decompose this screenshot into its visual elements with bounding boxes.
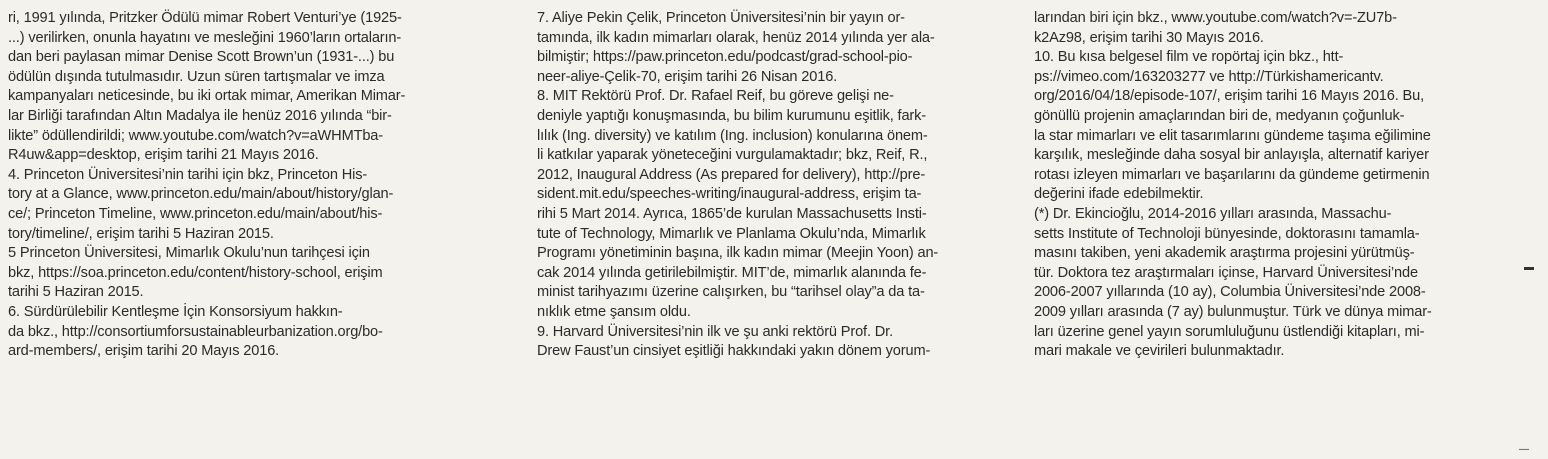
text-line: larından biri için bkz., www.youtube.com/watch?v=-ZU7b- [1034,10,1397,26]
text-line: likte” ödüllendirildi; www.youtube.com/watch?v=aWHMTba- [8,127,383,144]
text-line: ard-members/, erişim tarihi 20 Mayıs 2016. [8,343,280,360]
text-line: Drew Faust’un cinsiyet eşitliği hakkındaki yakın dönem yorum- [537,343,931,360]
text-line: bilmiştir; https://paw.princeton.edu/podcast/grad-school-pio- [537,49,913,66]
text-line: deniyle yaptığı konuşmasında, bu bilim kurumunu eşitlik, fark- [537,107,926,124]
text-line: la star mimarları ve elit tasarımlarını gündeme taşıma eğilimine [1034,127,1431,144]
text-line: tür. Doktora tez araştırmaları içinse, Harvard Üniversitesi’nde [1034,264,1418,281]
text-line: nıklık etme şansım oldu. [537,303,691,320]
margin-mark: ▬ [1524,262,1534,273]
text-line: org/2016/04/18/episode-107/, erişim tarihi 16 Mayıs 2016. Bu, [1034,88,1424,105]
text-line: 10. Bu kısa belgesel film ve ropörtaj için bkz., htt- [1034,49,1344,66]
text-line: 6. Sürdürülebilir Kentleşme İçin Konsorsiyum hakkın- [8,303,343,320]
text-line: masını takiben, yeni akademik araştırma projesini yürütmüş- [1034,245,1415,262]
text-line: (*) Dr. Ekincioğlu, 2014-2016 yılları arasında, Massachu- [1034,205,1392,222]
text-line: 2012, Inaugural Address (As prepared for delivery), http://pre- [537,166,926,183]
text-line: li katkılar yaparak yöneteceğini vurgulamaktadır; bkz, Reif, R., [537,147,928,164]
footnote-column-3 [1034,9,1510,362]
text-line: 2009 yılları arasında (7 ay) bulunmuştur. Türk ve dünya mimar- [1034,303,1432,320]
text-line: tory/timeline/, erişim tarihi 5 Haziran 2015. [8,225,274,242]
text-line: lılık (Ing. diversity) ve katılım (Ing. inclusion) konularına önem- [537,127,928,144]
text-line: mari makale ve çevirileri bulunmaktadır. [1034,343,1285,360]
text-line: kampanyaları neticesinde, bu iki ortak mimar, Amerikan Mimar- [8,88,406,105]
text-line: 8. MIT Rektörü Prof. Dr. Rafael Reif, bu göreve gelişi ne- [537,88,894,105]
text-line: ce/; Princeton Timeline, www.princeton.edu/main/about/his- [8,205,383,222]
text-line: karşılık, mesleğinde daha sosyal bir anlayışla, alternatif kariyer [1034,147,1429,164]
text-line: sident.mit.edu/speeches-writing/inaugural-address, erişim ta- [537,186,922,203]
text-line: ...) verilirken, onunla hayatını ve mesleğini 1960’ların ortaların- [8,29,402,46]
text-line: k2Az98, erişim tarihi 30 Mayıs 2016. [1034,29,1264,46]
text-line: ps://vimeo.com/163203277 ve http://Türkishamericantv. [1034,68,1384,85]
text-line: dan beri paylasan mimar Denise Scott Brown’un (1931-...) bu [8,49,395,66]
footnote-column-2 [537,9,1023,362]
text-line: 4. Princeton Üniversitesi’nin tarihi için bkz, Princeton His- [8,166,368,183]
text-line: 2006-2007 yıllarında (10 ay), Columbia Üniversitesi’nde 2008- [1034,284,1426,301]
text-line: tarihi 5 Haziran 2015. [8,284,144,301]
text-line: 7. Aliye Pekin Çelik, Princeton Üniversitesi’nin bir yayın or- [537,10,905,26]
text-line: cak 2014 yılında getirilebilmiştir. MIT’de, mimarlık alanında fe- [537,264,927,281]
text-line: setts Institute of Technoloji bünyesinde, doktorasını tamamla- [1034,225,1420,242]
text-line: 5 Princeton Üniversitesi, Mimarlık Okulu’nun tarihçesi için [8,245,370,262]
text-line: neer-aliye-Çelik-70, erişim tarihi 26 Nisan 2016. [537,68,838,85]
margin-mark: — [1519,444,1529,455]
text-line: 9. Harvard Üniversitesi’nin ilk ve şu anki rektörü Prof. Dr. [537,323,893,340]
text-line: da bkz., http://consortiumforsustainableurbanization.org/bo- [8,323,383,340]
text-line: tory at a Glance, www.princeton.edu/main/about/history/glan- [8,186,394,203]
text-line: ları üzerine genel yayın sorumluluğunu üstlendiği kitapları, mi- [1034,323,1425,340]
text-line: bkz, https://soa.princeton.edu/content/history-school, erişim [8,264,383,281]
text-line: ödülün dışında tutulmasıdır. Uzun süren tartışmalar ve imza [8,68,385,85]
text-line: tamında, ilk kadın mimarları olarak, henüz 2014 yılında yer ala- [537,29,935,46]
text-line: minist tarihyazımı üzerine calışırken, bu “tarihsel olay”a da ta- [537,284,925,301]
text-line: lar Birliği tarafından Altın Madalya ile henüz 2016 yılında “bir- [8,107,392,124]
text-line: değerini ifade edebilmektir. [1034,186,1204,203]
text-line: ri, 1991 yılında, Pritzker Ödülü mimar Robert Venturi’ye (1925- [8,10,402,26]
text-line: gönüllü projenin amaçlarından biri de, medyanın çoğunluk- [1034,107,1405,124]
text-line: tute of Technology, Mimarlık ve Planlama Okulu’nda, Mimarlık [537,225,926,242]
text-line: rihi 5 Mart 2014. Ayrıca, 1865’de kurulan Massachusetts Insti- [537,205,927,222]
text-line: R4uw&app=desktop, erişim tarihi 21 Mayıs 2016. [8,147,319,164]
footnote-column-1 [8,9,494,362]
text-line: rotası izleyen mimarları ve başarılarını da gündeme getirmenin [1034,166,1430,183]
text-line: Programı yönetiminin başına, ilk kadın mimar (Meejin Yoon) an- [537,245,939,262]
